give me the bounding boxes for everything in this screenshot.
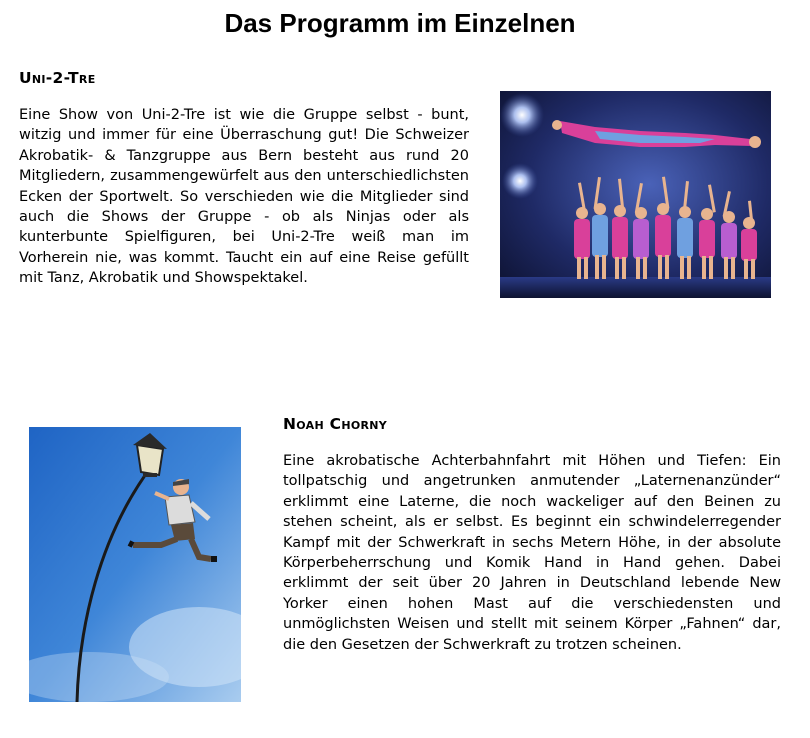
lantern-acrobat-photo: [29, 427, 241, 702]
section-body-uni-2-tre: Eine Show von Uni-2-Tre ist wie die Gruppe selbst - bunt, witzig und immer für eine Überraschung gut! Die Schweizer Akrobatik- & Tanzgruppe aus Bern besteht aus rund 20 Mitgliedern, zusammengewürfelt aus den unterschiedlichsten Ecken der Sportwelt. So verschieden wie die Mitglieder sind auch die Shows der Gruppe - ob als Ninjas oder als kunterbunte Spielfiguren, bei Uni-2-Tre weiß man im Vorherein nie, was kommt. Taucht ein auf eine Reise gefüllt mit Tanz, Akrobatik und Showspektakel.: [19, 107, 469, 287]
section-body-noah-chorny: Eine akrobatische Achterbahnfahrt mit Höhen und Tiefen: Ein tollpatschig und angetrunken anmutender „Laternenanzünder“ erklimmt eine Laterne, die noch wackeliger auf den Beinen zu stehen scheint, als er selbst. Es beginnt ein schwindelerregender Kampf mit der Schwerkraft in sechs Metern Höhe, in der absolute Körperbeherrschung und Komik Hand in Hand gehen. Dabei erklimmt der seit über 20 Jahren in Deutschland lebende New Yorker einen hohen Mast auf die verschiedensten und unmöglichsten Weisen und stellt mit seinem Körper „Fahnen“ dar, die den Gesetzen der Schwerkraft zu trotzen scheinen.: [283, 453, 781, 653]
page-title: Das Programm im Einzelnen: [224, 8, 576, 38]
lantern-acrobat-illustration: [29, 427, 241, 702]
acrobatics-group-photo: [500, 91, 771, 298]
acrobatics-group-illustration: [500, 91, 771, 298]
section-heading-noah-chorny: Noah Chorny: [283, 415, 388, 433]
section-heading-uni-2-tre: Uni-2-Tre: [19, 69, 96, 87]
